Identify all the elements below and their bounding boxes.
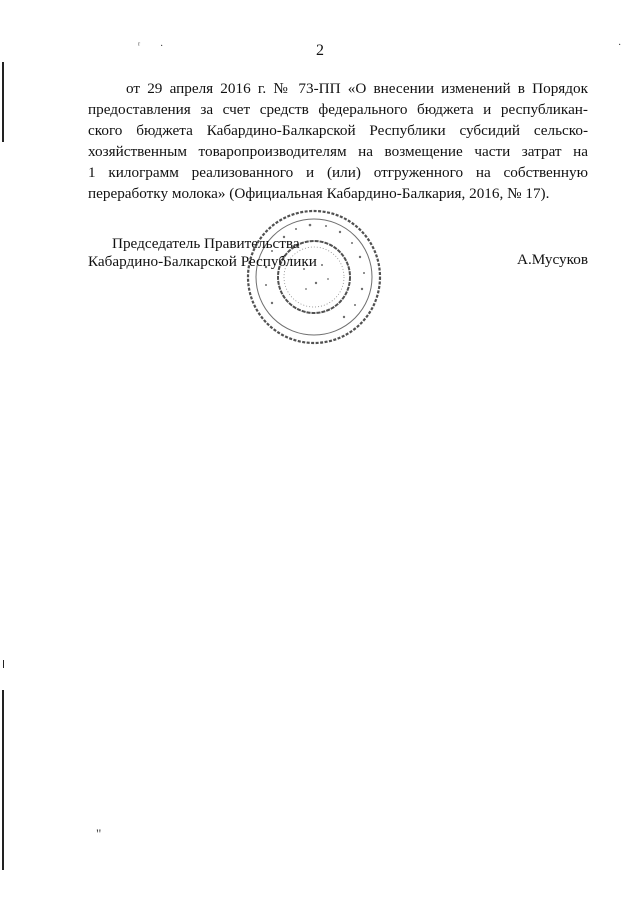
signer-position: Председатель Правительства	[112, 235, 300, 252]
scan-speck: ʳ	[138, 40, 141, 51]
scan-edge-mark	[2, 62, 4, 142]
body-line: 1 килограмм реализованного и (или) отгруженного на собственную	[88, 164, 588, 181]
body-line: хозяйственным товаропроизводителям на возмещение части затрат на	[88, 143, 588, 160]
body-paragraph	[88, 78, 588, 204]
scan-edge-mark	[2, 690, 4, 870]
scan-speck: ·	[618, 40, 622, 51]
body-line: переработку молока» (Официальная Кабардино-Балкария, 2016, № 17).	[88, 185, 550, 202]
signer-position-organization: Кабардино-Балкарской Республики	[88, 253, 317, 270]
bottom-mark: "	[96, 826, 102, 841]
page-number: 2	[316, 42, 324, 59]
body-line: от 29 апреля 2016 г. № 73-ПП «О внесении изменений в Порядок	[126, 80, 588, 97]
signature-block	[88, 234, 588, 364]
body-line: ского бюджета Кабардино-Балкарской Республики субсидий сельско-	[88, 122, 588, 139]
body-line: предоставления за счет средств федерального бюджета и республикан-	[88, 101, 588, 118]
scan-speck: ·	[160, 41, 164, 52]
scan-edge-mark	[3, 660, 4, 668]
signer-name: А.Мусуков	[517, 251, 588, 268]
